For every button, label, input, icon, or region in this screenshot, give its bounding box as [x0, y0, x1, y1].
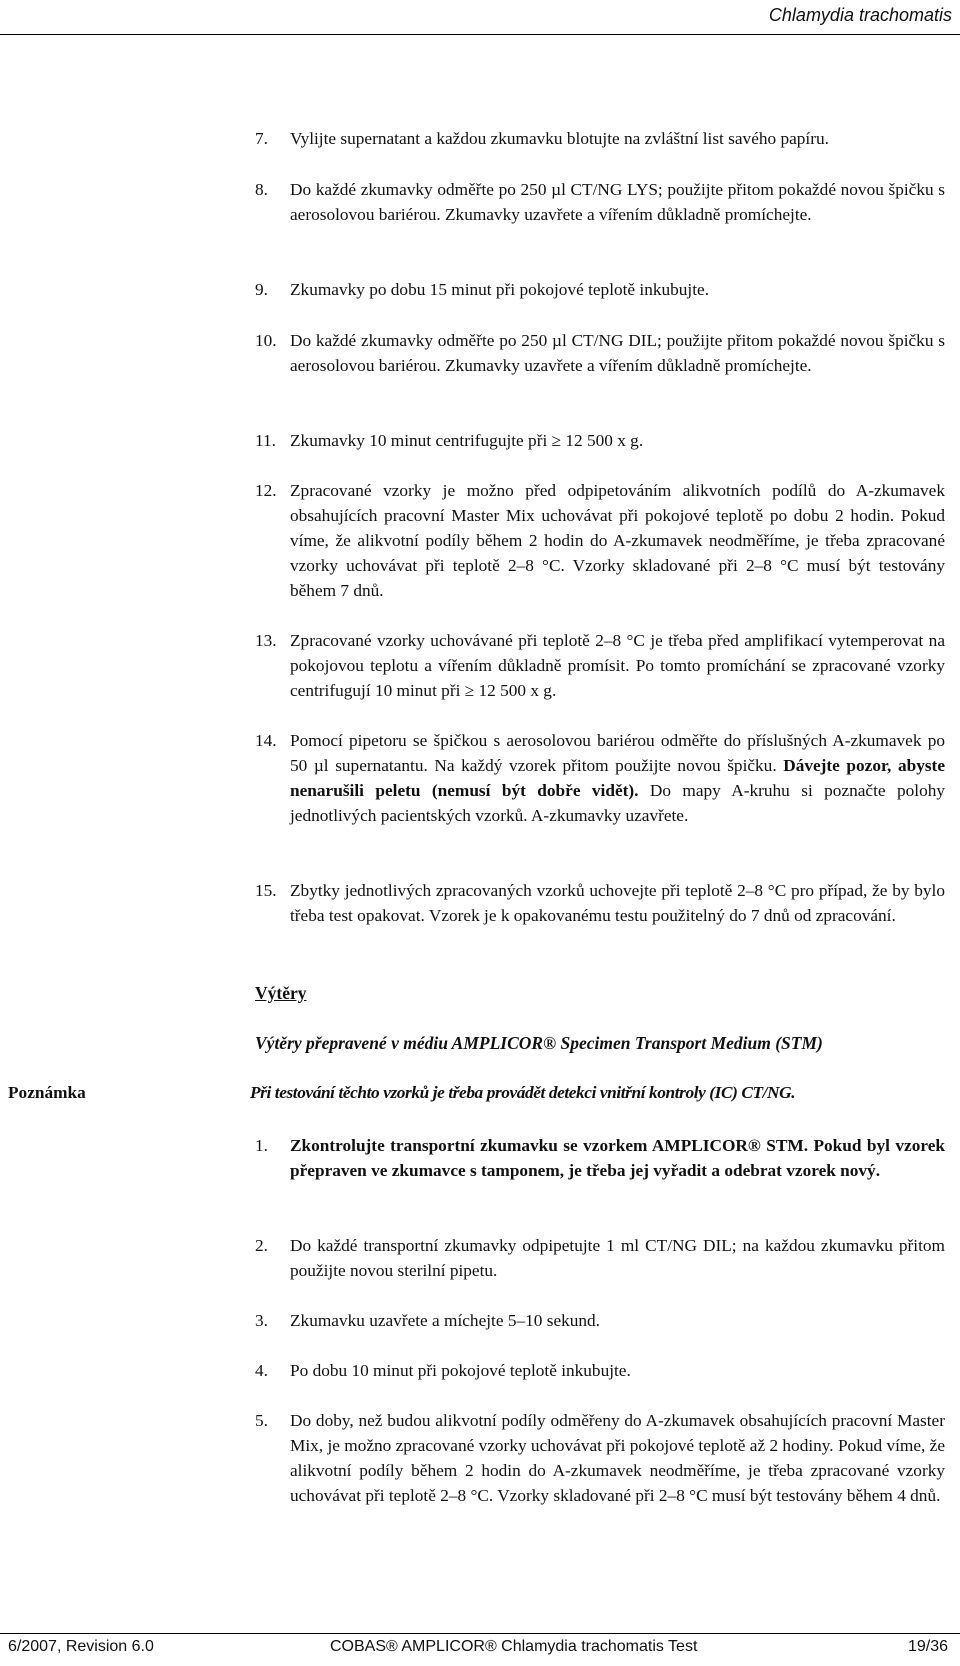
list-item — [255, 1133, 945, 1208]
section-title: Výtěry — [255, 983, 307, 1003]
item-text: Do každé transportní zkumavky odpipetujte 1 ml CT/NG DIL; na každou zkumavku přitom použijte novou sterilní pipetu. — [290, 1236, 945, 1280]
item-number: 10. — [255, 331, 277, 350]
item-number: 7. — [255, 129, 268, 148]
item-text: Zkumavky po dobu 15 minut při pokojové teplotě inkubujte. — [290, 280, 710, 299]
list-item — [255, 1308, 945, 1333]
note-label: Poznámka — [8, 1083, 86, 1102]
item-number: 13. — [255, 631, 277, 650]
item-text: Vylijte supernatant a každou zkumavku blotujte na zvláštní list savého papíru. — [290, 129, 829, 148]
list-item — [255, 126, 945, 151]
item-text: Do každé zkumavky odměřte po 250 µl CT/NG LYS; použijte přitom pokaždé novou špičku s aerosolovou bariérou. Zkumavky uzavřete a vířením důkladně promíchejte. — [290, 180, 945, 224]
item-text: Do doby, než budou alikvotní podíly odměřeny do A-zkumavek obsahujících pracovní Master Mix, je možno zpracované vzorky uchovávat při pokojové teplotě až 2 hodiny. Pokud víme, že alikvotní podíly během 2 hodin do A-zkumavek neodměříme, je třeba zpracované vzorky uchovávat při teplotě 2–8 °C. Vzorky skladované při 2–8 °C musí být testovány během 4 dnů. — [290, 1411, 945, 1505]
item-number: 3. — [255, 1311, 268, 1330]
item-text-part: Do mapy A-kruhu si poznačte polohy jednotlivých pacientských vzorků. A-zkumavky uzavřete. — [290, 781, 945, 825]
item-number: 12. — [255, 481, 277, 500]
item-number: 5. — [255, 1411, 268, 1430]
footer-product-name: COBAS® AMPLICOR® Chlamydia trachomatis Test — [330, 1638, 698, 1655]
list-item — [255, 1358, 945, 1383]
footer-divider — [0, 1633, 960, 1634]
list-item — [255, 878, 945, 953]
item-number: 1. — [255, 1136, 268, 1155]
warning-text: Dávejte pozor, abyste nenarušili peletu (nemusí být dobře vidět). — [290, 756, 945, 800]
item-number: 15. — [255, 881, 277, 900]
note-text: Při testování těchto vzorků je třeba provádět detekci vnitřní kontroly (IC) CT/NG. — [250, 1083, 796, 1102]
item-number: 11. — [255, 431, 276, 450]
item-text: Zpracované vzorky uchovávané při teplotě 2–8 °C je třeba před amplifikací vytemperovat na pokojovou teplotu a vířením důkladně promísit. Po tomto promíchání se zpracované vzorky centrifugují 10 minut při ≥ 12 500 x g. — [290, 631, 945, 700]
item-number: 2. — [255, 1236, 268, 1255]
page-header — [0, 0, 960, 34]
list-item — [255, 428, 945, 453]
item-number: 9. — [255, 280, 268, 299]
item-text: Zkumavky 10 minut centrifugujte při ≥ 12 500 x g. — [290, 431, 644, 450]
list-item — [255, 728, 945, 853]
list-item — [255, 177, 945, 252]
item-number: 14. — [255, 731, 277, 750]
item-text: Zpracované vzorky je možno před odpipetováním alikvotních podílů do A-zkumavek obsahujících pracovní Master Mix uchovávat při pokojové teplotě po dobu 2 hodin. Pokud víme, že alikvotní podíly během 2 hodin do A-zkumavek neodměříme, je třeba zpracované vzorky uchovávat při teplotě 2–8 °C. Vzorky skladované při 2–8 °C musí být testovány během 7 dnů. — [290, 481, 945, 600]
list-item — [255, 1233, 945, 1283]
item-number: 8. — [255, 180, 268, 199]
item-number: 4. — [255, 1361, 268, 1380]
list-item — [255, 628, 945, 703]
list-item — [255, 328, 945, 403]
item-text: Zkontrolujte transportní zkumavku se vzorkem AMPLICOR® STM. Pokud byl vzorek přepraven ve zkumavce s tamponem, je třeba jej vyřadit a odebrat vzorek nový. — [290, 1136, 945, 1180]
item-text-part: Pomocí pipetoru se špičkou s aerosolovou bariérou odměřte do příslušných A-zkumavek po 50 µl supernatantu. Na každý vzorek přitom použijte novou špičku. — [290, 731, 945, 775]
item-text: Do každé zkumavky odměřte po 250 µl CT/NG DIL; použijte přitom pokaždé novou špičku s aerosolovou bariérou. Zkumavky uzavřete a vířením důkladně promíchejte. — [290, 331, 945, 375]
page-number: 19/36 — [907, 1638, 948, 1655]
header-title: Chlamydia trachomatis — [768, 5, 952, 25]
list-item — [255, 478, 945, 603]
list-item — [255, 277, 945, 302]
footer-date-revision: 6/2007, Revision 6.0 — [8, 1638, 154, 1655]
list-item — [255, 1408, 945, 1533]
header-divider — [0, 34, 960, 35]
item-text: Zkumavku uzavřete a míchejte 5–10 sekund. — [290, 1311, 600, 1330]
item-text: Zbytky jednotlivých zpracovaných vzorků uchovejte při teplotě 2–8 °C pro případ, že by bylo třeba test opakovat. Vzorek je k opakovanému testu použitelný do 7 dnů od zpracování. — [290, 881, 945, 925]
item-text — [290, 728, 945, 828]
subsection-title: Výtěry přepravené v médiu AMPLICOR® Specimen Transport Medium (STM) — [255, 1033, 823, 1053]
item-text: Po dobu 10 minut při pokojové teplotě inkubujte. — [290, 1361, 631, 1380]
